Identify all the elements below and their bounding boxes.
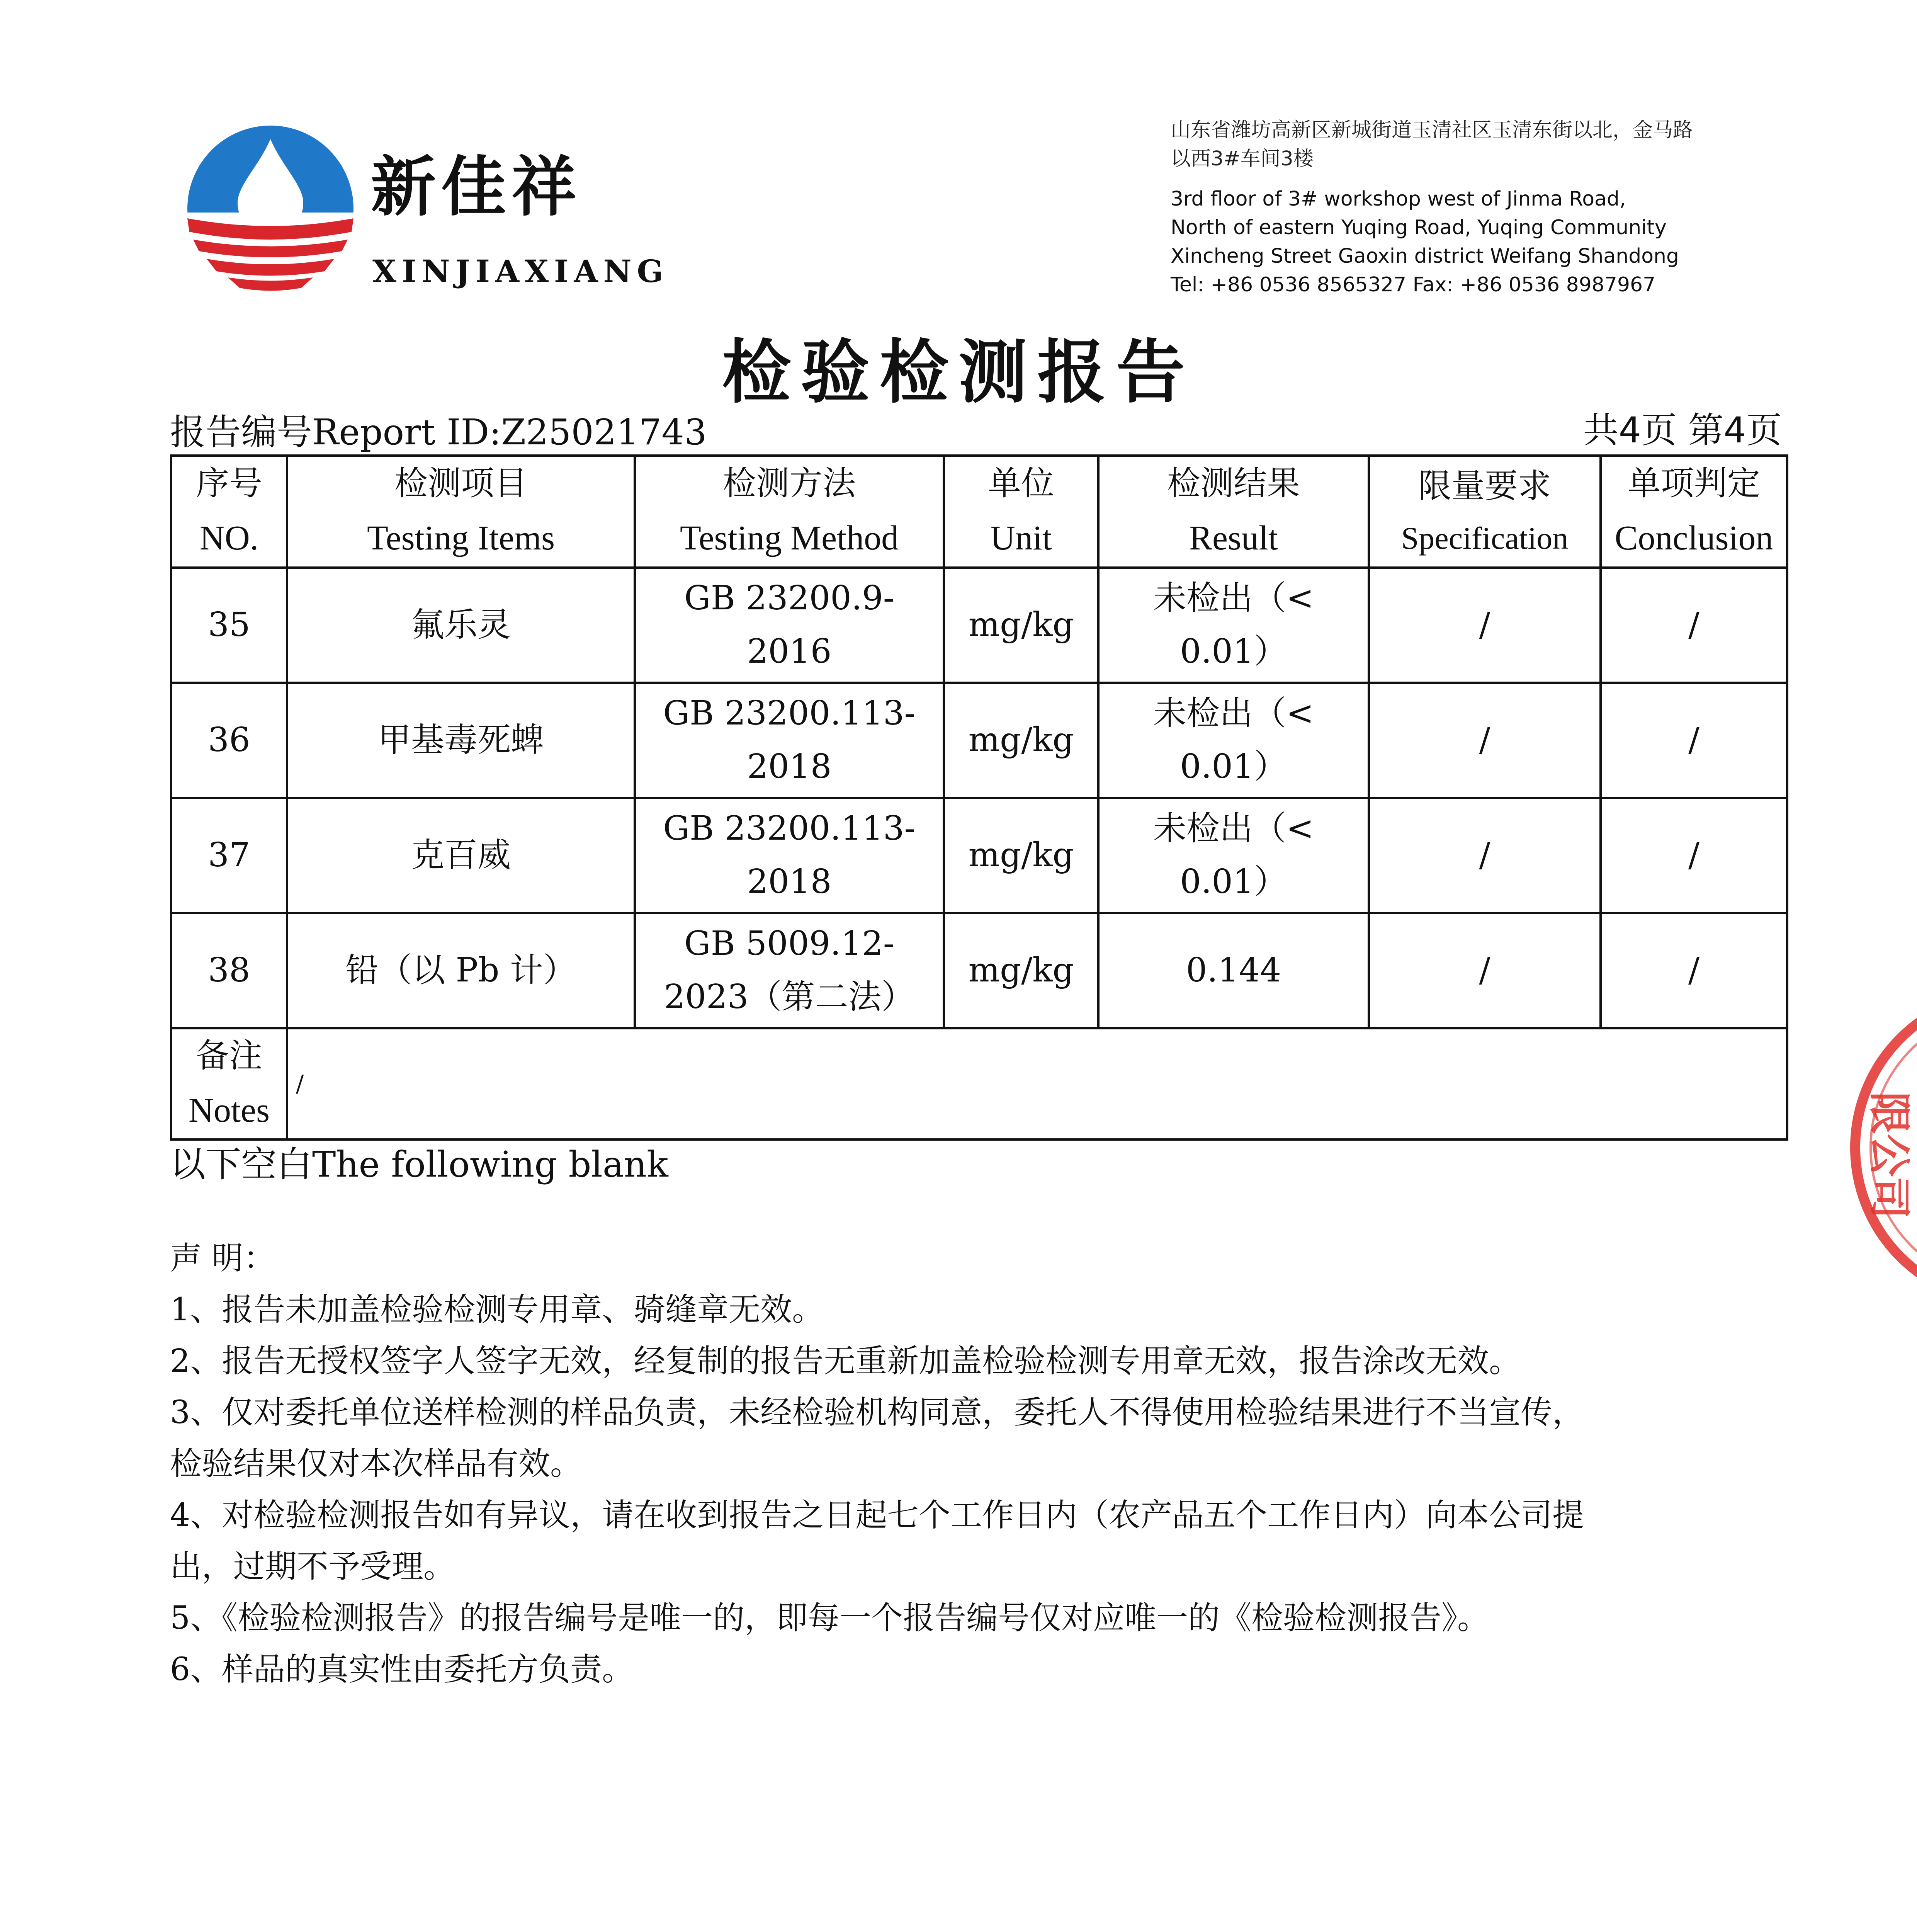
header-spec: 限量要求 Specification xyxy=(1369,456,1601,568)
header-result: 检测结果 Result xyxy=(1098,456,1369,568)
company-logo xyxy=(185,124,355,294)
table-row xyxy=(171,568,1787,683)
declaration-item: 2、报告无授权签字人签字无效，经复制的报告无重新加盖检验检测专用章无效，报告涂改无效。 xyxy=(170,1343,1521,1379)
address-en-line3: Xincheng Street Gaoxin district Weifang Shandong xyxy=(1171,245,1679,268)
contact-line: Tel: +86 0536 8565327 Fax: +86 0536 8987967 xyxy=(1171,273,1656,296)
header-unit: 单位 Unit xyxy=(944,456,1098,568)
cell-unit: mg/kg xyxy=(944,568,1098,683)
cell-no: 35 xyxy=(171,568,287,683)
seal-stamp xyxy=(1817,989,1917,1306)
brand-name-en: XINJIAXIANG xyxy=(372,253,669,289)
header-conclusion: 单项判定 Conclusion xyxy=(1601,456,1787,568)
cell-unit: mg/kg xyxy=(944,683,1098,798)
cell-method: GB 23200.113- 2018 xyxy=(635,798,944,913)
cell-result: 未检出（< 0.01） xyxy=(1098,683,1369,798)
report-title: 检验检测报告 xyxy=(722,332,1195,412)
address-cn-line1: 山东省潍坊高新区新城街道玉清社区玉清东街以北，金马路 xyxy=(1171,119,1693,142)
cell-unit: mg/kg xyxy=(944,913,1098,1028)
declaration-item: 3、仅对委托单位送样检测的样品负责，未经检验机构同意，委托人不得使用检验结果进行不当宣传， xyxy=(170,1394,1584,1431)
address-en-line2: North of eastern Yuqing Road, Yuqing Community xyxy=(1171,216,1667,239)
table-header-row xyxy=(171,456,1787,568)
page-info: 共4页 第4页 xyxy=(1583,410,1782,451)
header-item: 检测项目 Testing Items xyxy=(287,456,635,568)
cell-conclusion: / xyxy=(1601,683,1787,798)
cell-spec: / xyxy=(1369,568,1601,683)
cell-method: GB 23200.113- 2018 xyxy=(635,683,944,798)
cell-conclusion: / xyxy=(1601,568,1787,683)
cell-item: 克百威 xyxy=(287,798,635,913)
declaration-heading: 声 明： xyxy=(170,1240,275,1277)
company-address xyxy=(1171,116,1835,299)
cell-unit: mg/kg xyxy=(944,798,1098,913)
table-row xyxy=(171,798,1787,913)
declaration-item: 4、对检验检测报告如有异议，请在收到报告之日起七个工作日内（农产品五个工作日内）向本公司提 xyxy=(170,1497,1584,1534)
cell-no: 37 xyxy=(171,798,287,913)
address-cn-line2: 以西3#车间3楼 xyxy=(1171,147,1314,170)
notes-label: 备注 Notes xyxy=(171,1028,287,1139)
report-id: 报告编号Report ID:Z25021743 xyxy=(170,412,707,453)
cell-result: 未检出（< 0.01） xyxy=(1098,798,1369,913)
cell-conclusion: / xyxy=(1601,798,1787,913)
address-en-line1: 3rd floor of 3# workshop west of Jinma Road, xyxy=(1171,187,1626,211)
declaration-item: 5、《检验检测报告》的报告编号是唯一的，即每一个报告编号仅对应唯一的《检验检测报告》。 xyxy=(170,1600,1489,1636)
cell-method: GB 5009.12- 2023（第二法） xyxy=(635,913,944,1028)
header-no: 序号 NO. xyxy=(171,456,287,568)
results-table xyxy=(170,454,1788,1141)
seal-text: 限公司 xyxy=(1864,1092,1914,1219)
cell-no: 38 xyxy=(171,913,287,1028)
cell-method: GB 23200.9- 2016 xyxy=(635,568,944,683)
header-method: 检测方法 Testing Method xyxy=(635,456,944,568)
declaration xyxy=(170,1233,1793,1695)
declaration-item: 1、报告未加盖检验检测专用章、骑缝章无效。 xyxy=(170,1291,824,1328)
notes-value: / xyxy=(287,1028,1787,1139)
cell-spec: / xyxy=(1369,913,1601,1028)
cell-item: 氟乐灵 xyxy=(287,568,635,683)
cell-result: 0.144 xyxy=(1098,913,1369,1028)
brand-name-cn: 新佳祥 xyxy=(371,149,582,225)
cell-result: 未检出（< 0.01） xyxy=(1098,568,1369,683)
cell-item: 甲基毒死蜱 xyxy=(287,683,635,798)
cell-conclusion: / xyxy=(1601,913,1787,1028)
notes-row xyxy=(171,1028,1787,1139)
cell-item: 铅（以 Pb 计） xyxy=(287,913,635,1028)
declaration-item: 出，过期不予受理。 xyxy=(170,1548,455,1585)
cell-spec: / xyxy=(1369,798,1601,913)
table-row xyxy=(171,683,1787,798)
table-row xyxy=(171,913,1787,1028)
cell-no: 36 xyxy=(171,683,287,798)
declaration-item: 检验结果仅对本次样品有效。 xyxy=(170,1446,582,1482)
cell-spec: / xyxy=(1369,683,1601,798)
declaration-item: 6、样品的真实性由委托方负责。 xyxy=(170,1651,634,1688)
following-blank: 以下空白The following blank xyxy=(170,1144,668,1185)
